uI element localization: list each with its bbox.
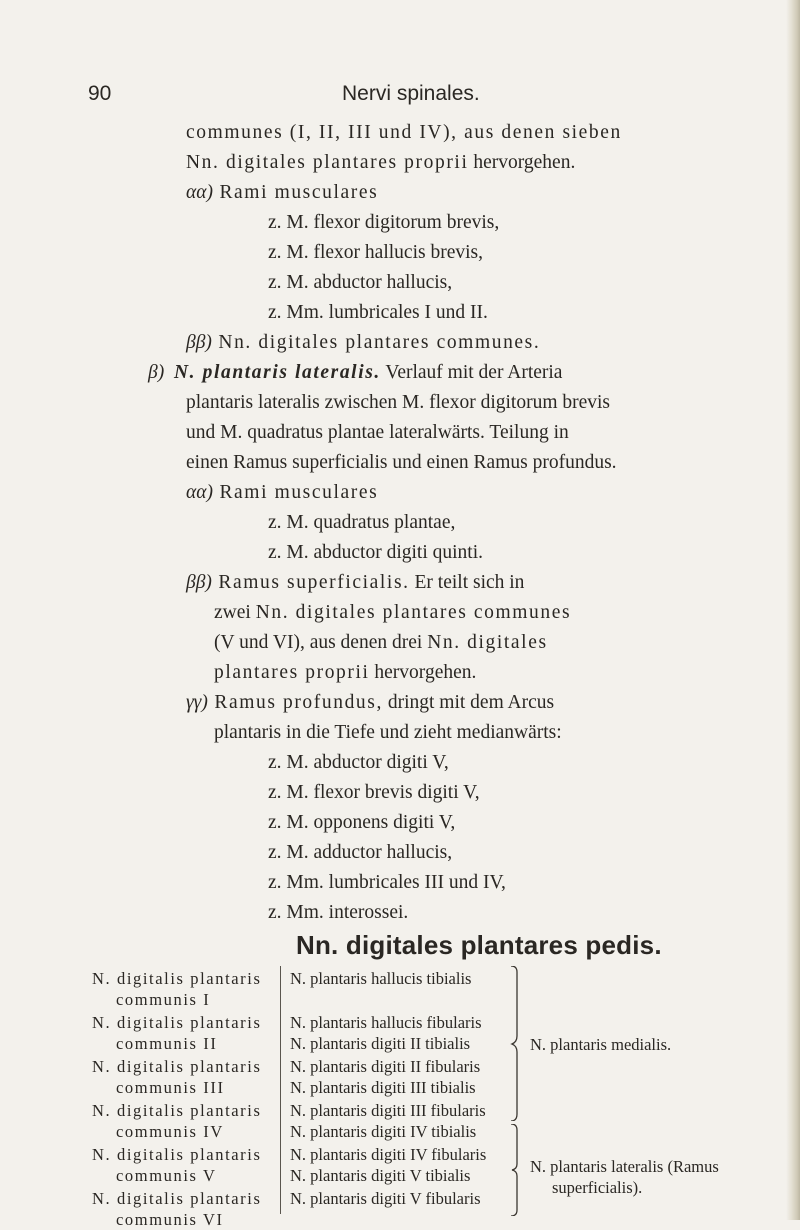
muscle-item: z. M. flexor digitorum brevis, xyxy=(268,212,500,233)
table-heading: Nn. digitales plantares pedis. xyxy=(296,930,662,960)
table-middle-row: N. plantaris digiti II tibialis xyxy=(290,1034,471,1053)
muscle-item: z. Mm. interossei. xyxy=(268,902,409,923)
muscle-item: z. M. quadratus plantae, xyxy=(268,512,456,533)
page-number: 90 xyxy=(88,82,112,105)
running-head: Nervi spinales. xyxy=(342,82,480,105)
table-left-row-3a: N. digitalis plantaris xyxy=(92,1057,262,1076)
table-left-row-2b: communis II xyxy=(116,1034,218,1053)
muscle-item: z. M. flexor brevis digiti V, xyxy=(268,782,480,803)
body-line: plantares proprii hervorgehen. xyxy=(214,662,477,683)
body-line: communes (I, II, III und IV), aus denen sieben xyxy=(186,122,622,143)
table-middle-row: N. plantaris digiti V fibularis xyxy=(290,1189,481,1208)
body-line: plantaris lateralis zwischen M. flexor digitorum brevis xyxy=(186,392,611,413)
section-beta-heading: β) N. plantaris lateralis. Verlauf mit der Arteria xyxy=(148,362,563,383)
muscle-item: z. Mm. lumbricales III und IV, xyxy=(268,872,506,893)
table-left-row-4a: N. digitalis plantaris xyxy=(92,1101,262,1120)
table-left-row-2a: N. digitalis plantaris xyxy=(92,1013,262,1032)
muscle-item: z. M. abductor digiti quinti. xyxy=(268,542,484,563)
column-rule xyxy=(280,966,281,1214)
table-right-medialis: N. plantaris medialis. xyxy=(530,1035,672,1054)
table-right-lateralis: N. plantaris lateralis (Ramus xyxy=(530,1157,719,1176)
table-left-row-6a: N. digitalis plantaris xyxy=(92,1189,262,1208)
body-line: zwei Nn. digitales plantares communes xyxy=(214,602,572,623)
table-left-row-6b: communis VI xyxy=(116,1210,224,1229)
muscle-item: z. M. abductor digiti V, xyxy=(268,752,449,773)
muscle-item: z. M. adductor hallucis, xyxy=(268,842,453,863)
page-edge-shadow xyxy=(786,0,800,1220)
body-line: einen Ramus superficialis und einen Ramus profundus. xyxy=(186,452,617,473)
table-middle-row: N. plantaris digiti III fibularis xyxy=(290,1101,486,1120)
table-left-row-5a: N. digitalis plantaris xyxy=(92,1145,262,1164)
table-middle-row: N. plantaris digiti V tibialis xyxy=(290,1166,471,1185)
subheading-ramus-superficialis: ββ) Ramus superficialis. Er teilt sich in xyxy=(186,572,525,593)
body-line: (V und VI), aus denen drei Nn. digitales xyxy=(214,632,548,653)
table-middle-row: N. plantaris hallucis fibularis xyxy=(290,1013,482,1032)
table-left-row-1b: communis I xyxy=(116,990,211,1009)
table-middle-row: N. plantaris digiti IV fibularis xyxy=(290,1145,487,1164)
table-left-row-5b: communis V xyxy=(116,1166,217,1185)
table-left-row-1a: N. digitalis plantaris xyxy=(92,969,262,988)
muscle-item: z. M. abductor hallucis, xyxy=(268,272,453,293)
body-line: und M. quadratus plantae lateralwärts. Teilung in xyxy=(186,422,569,443)
table-right-lateralis-cont: superficialis). xyxy=(552,1178,643,1197)
subheading-ramus-profundus: γγ) Ramus profundus, dringt mit dem Arcus xyxy=(186,692,555,713)
subheading-rami-musculares-2: αα) Rami musculares xyxy=(186,482,379,503)
brace-lateralis xyxy=(510,1124,518,1216)
table-left-row-3b: communis III xyxy=(116,1078,225,1097)
table-middle-row: N. plantaris digiti II fibularis xyxy=(290,1057,481,1076)
table-middle-row: N. plantaris digiti III tibialis xyxy=(290,1078,476,1097)
brace-medialis xyxy=(510,966,518,1121)
table-middle-row: N. plantaris digiti IV tibialis xyxy=(290,1122,477,1141)
muscle-item: z. M. opponens digiti V, xyxy=(268,812,456,833)
table-middle-row: N. plantaris hallucis tibialis xyxy=(290,969,472,988)
table-left-row-4b: communis IV xyxy=(116,1122,224,1141)
muscle-item: z. M. flexor hallucis brevis, xyxy=(268,242,483,263)
subheading-rami-musculares-1: αα) Rami musculares xyxy=(186,182,379,203)
body-line: plantaris in die Tiefe und zieht medianwärts: xyxy=(214,722,562,743)
body-line: Nn. digitales plantares proprii hervorgehen. xyxy=(186,152,576,173)
subheading-digitales-communes: ββ) Nn. digitales plantares communes. xyxy=(186,332,541,353)
muscle-item: z. Mm. lumbricales I und II. xyxy=(268,302,488,323)
